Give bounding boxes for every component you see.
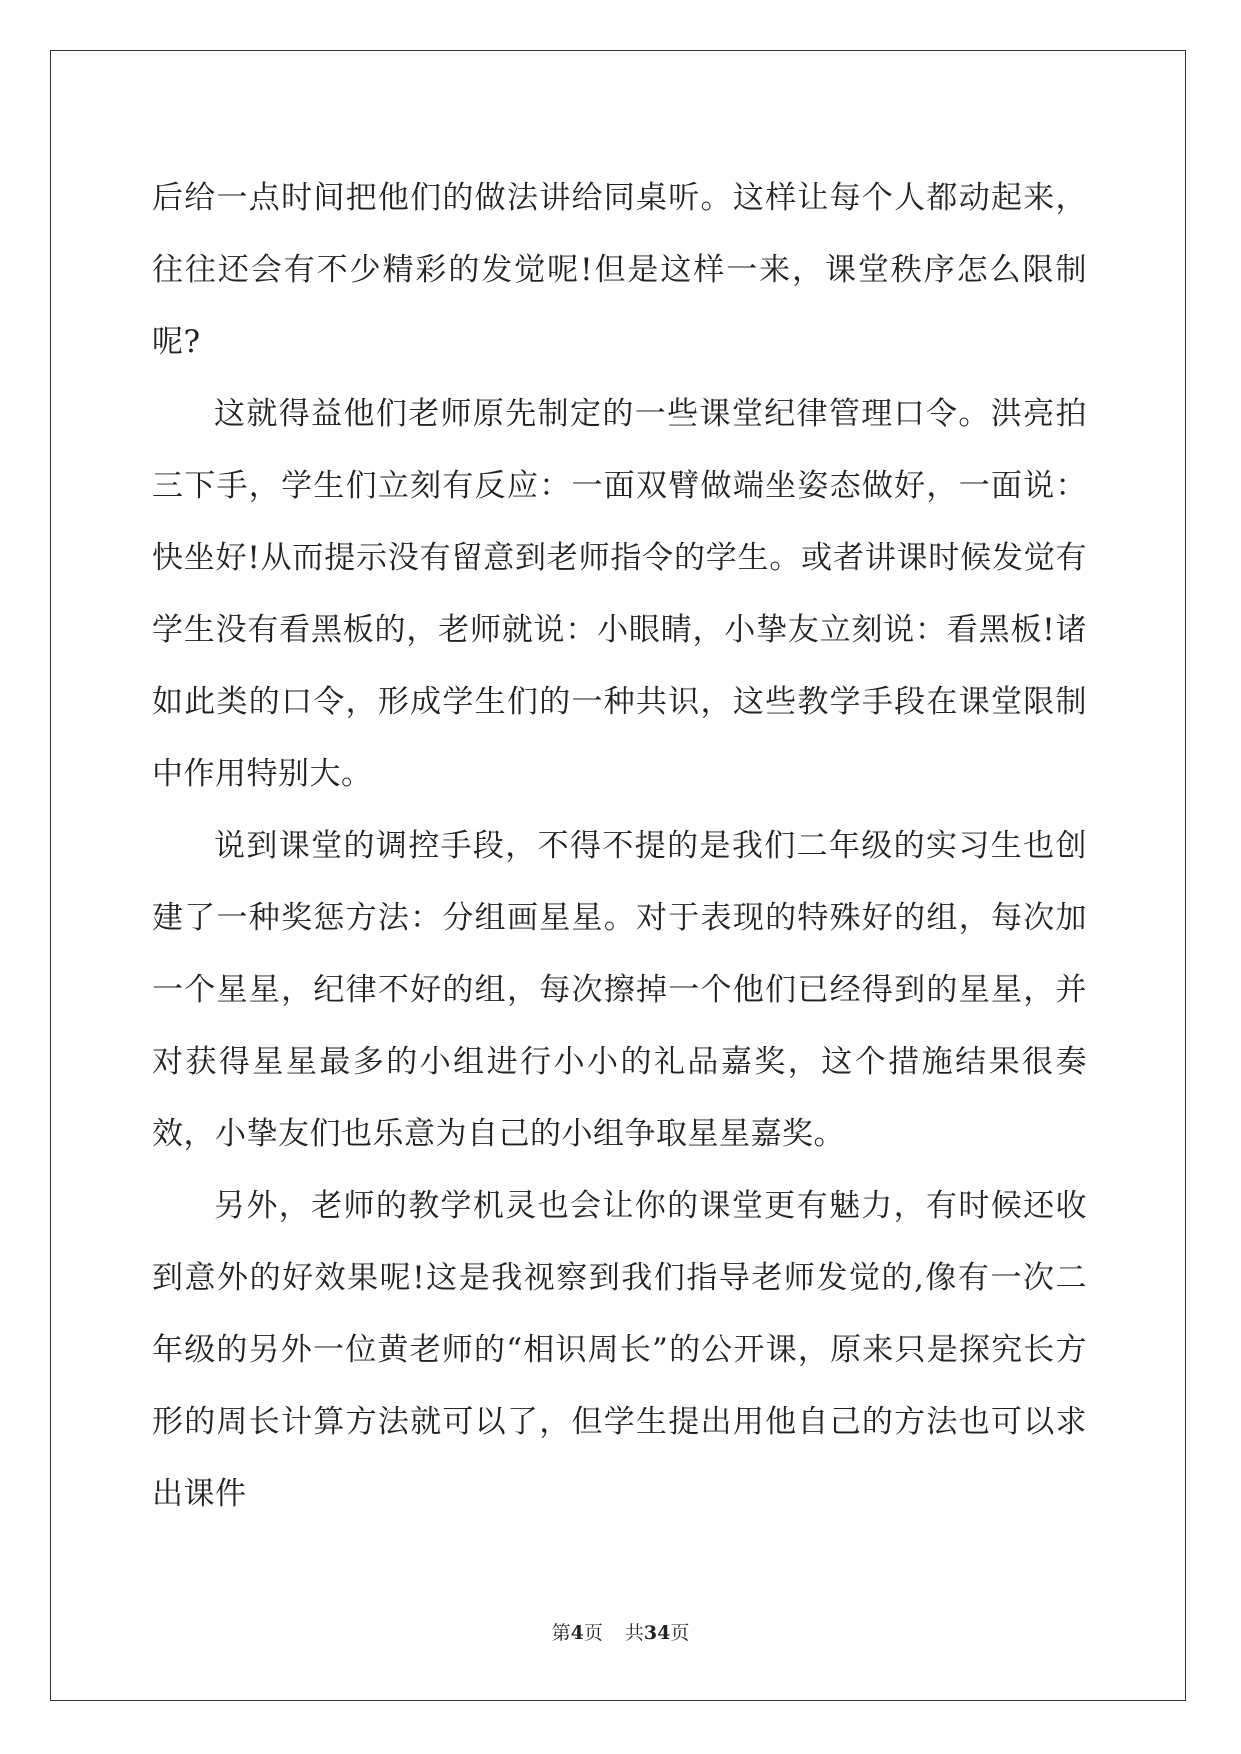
paragraph-3: 说到课堂的调控手段，不得不提的是我们二年级的实习生也创建了一种奖惩方法：分组画星星。对于表现的特殊好的组，每次加一个星星，纪律不好的组，每次擦掉一个他们已经得到的星星，并对获得星星最多的小组进行小小的礼品嘉奖，这个措施结果很奏效，小挚友们也乐意为自己的小组争取星星嘉奖。 <box>152 828 1087 1152</box>
document-body <box>152 162 1087 1530</box>
footer-prefix: 第 <box>551 1622 571 1644</box>
paragraph-4: 另外，老师的教学机灵也会让你的课堂更有魅力，有时候还收到意外的好效果呢!这是我视察到我们指导老师发觉的,像有一次二年级的另外一位黄老师的“相识周长”的公开课，原来只是探究长方形的周长计算方法就可以了，但学生提出用他自己的方法也可以求出课件 <box>152 1188 1087 1512</box>
footer-page-number: 4 <box>570 1622 584 1644</box>
footer-total-pages: 34 <box>643 1622 671 1644</box>
footer-total-suffix: 页 <box>670 1622 690 1644</box>
paragraph-2: 这就得益他们老师原先制定的一些课堂纪律管理口令。洪亮拍三下手，学生们立刻有反应：一面双臂做端坐姿态做好，一面说：快坐好!从而提示没有留意到老师指令的学生。或者讲课时候发觉有学生没有看黑板的，老师就说：小眼睛，小挚友立刻说：看黑板!诸如此类的口令，形成学生们的一种共识，这些教学手段在课堂限制中作用特别大。 <box>152 396 1087 792</box>
footer-page-suffix: 页 <box>583 1622 603 1644</box>
footer-total-prefix: 共 <box>624 1622 644 1644</box>
paragraph-1: 后给一点时间把他们的做法讲给同桌听。这样让每个人都动起来，往往还会有不少精彩的发觉呢!但是这样一来，课堂秩序怎么限制呢? <box>152 180 1087 360</box>
page-footer <box>0 1618 1241 1645</box>
